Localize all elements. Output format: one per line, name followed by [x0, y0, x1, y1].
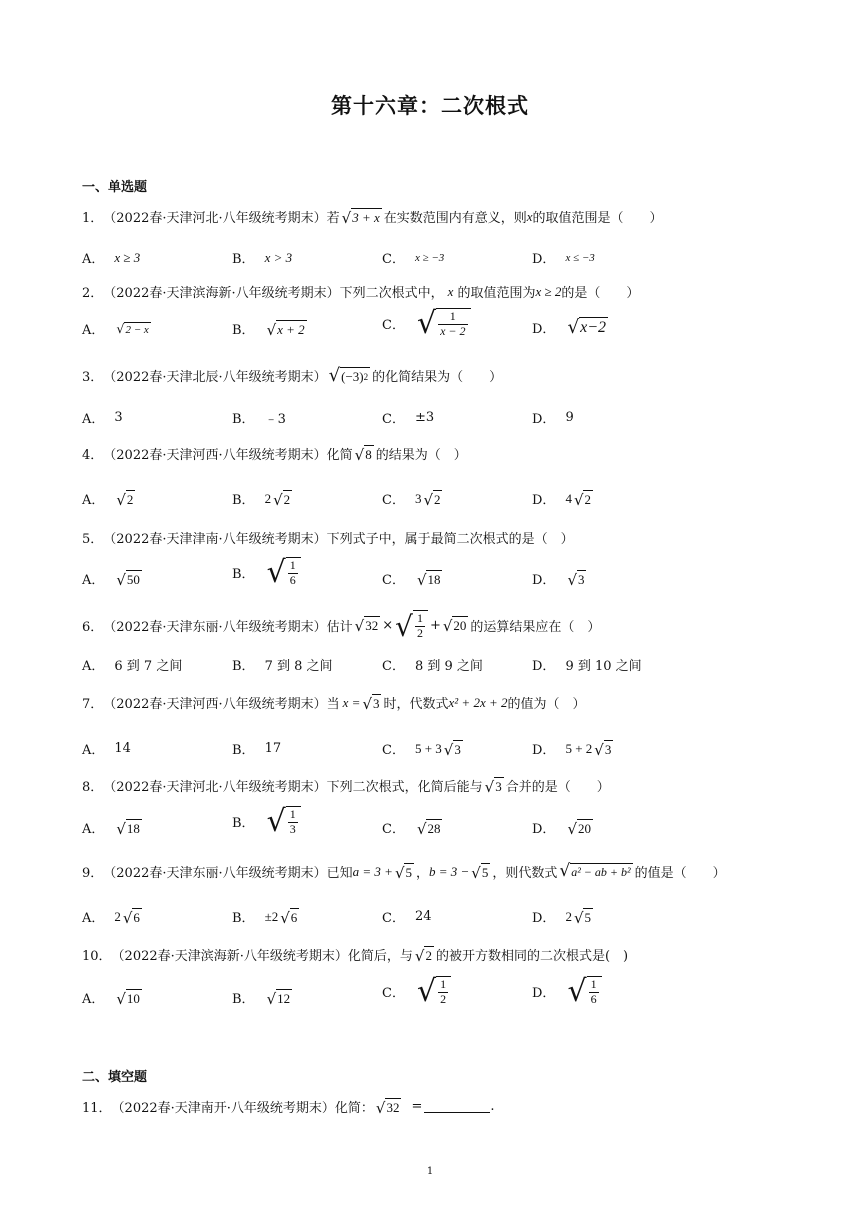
question-number: 5．: [82, 532, 104, 547]
separator: ，: [415, 866, 429, 881]
option-a[interactable]: A． √ 18: [82, 819, 140, 838]
option-a[interactable]: A． 6 到 7 之间: [82, 659, 183, 674]
variable: x: [447, 283, 454, 299]
option-a[interactable]: A． √ 2: [82, 490, 134, 509]
question-6: 6． （2022春·天津东丽·八年级统考期末） 估计 √ 32 × √ $\frac{1}{2}$ + √ 20 的运算结果应在（ ）: [82, 609, 601, 643]
option-b[interactable]: B． √ $\frac{1}{6}$: [232, 557, 303, 588]
option-c[interactable]: C． 5 + 3 √ 3: [382, 740, 461, 759]
equation: x =: [342, 694, 361, 710]
sqrt-expression: √ (−3) 2: [328, 364, 369, 386]
option-b[interactable]: B． ±2 √ 6: [232, 908, 298, 927]
equation-a: a = 3 +: [352, 863, 393, 879]
times-sign: ×: [382, 617, 394, 633]
option-d[interactable]: D． 2 √ 5: [532, 908, 591, 927]
option-c[interactable]: C． 3 √ 2: [382, 490, 441, 509]
question-number: 10．: [82, 949, 112, 964]
question-text: 当: [326, 697, 340, 712]
option-d[interactable]: D． √ $\frac{1}{6}$: [532, 976, 604, 1007]
question-1: [82, 207, 663, 226]
question-text: 的值为（ ）: [507, 697, 586, 712]
equals-sign: =: [411, 1099, 423, 1114]
question-text: 的运算结果应在（ ）: [470, 619, 601, 635]
variable: x: [526, 208, 533, 224]
question-text: 估计: [326, 619, 353, 635]
option-a[interactable]: A． 14: [82, 741, 131, 758]
option-a[interactable]: A． √ 10: [82, 989, 140, 1008]
question-5: [82, 528, 574, 547]
option-a[interactable]: A． 3: [82, 410, 123, 427]
option-c[interactable]: C． 8 到 9 之间: [382, 659, 483, 674]
plus-sign: +: [429, 617, 441, 633]
option-d[interactable]: D． √ 3: [532, 570, 585, 589]
option-d[interactable]: D． √ x−2: [532, 316, 607, 338]
option-c[interactable]: C． √ $\frac{1}{2}$: [382, 976, 453, 1007]
option-b[interactable]: B． 2 √ 2: [232, 490, 291, 509]
question-text: 的结果为（ ）: [375, 448, 467, 463]
question-2: [82, 282, 639, 301]
question-11: 11． （2022春·天津南开·八年级统考期末） 化简： √ 32 = .: [82, 1098, 495, 1117]
option-d[interactable]: D． 4 √ 2: [532, 490, 591, 509]
option-a[interactable]: A． √ 2 − x: [82, 320, 149, 338]
question-text: 下列式子中，属于最简二次根式的是（ ）: [326, 532, 574, 547]
question-text: 的化简结果为（ ）: [372, 370, 503, 385]
question-text: 的是（ ）: [561, 286, 640, 301]
section-heading-fill-blank: 二、填空题: [82, 1070, 148, 1085]
question-source: （2022春·天津河西·八年级统考期末）: [103, 448, 327, 463]
option-d[interactable]: D． 9: [532, 410, 574, 427]
question-text: 下列二次根式，化简后能与: [326, 780, 483, 795]
option-a[interactable]: A． 2 √ 6: [82, 908, 140, 927]
sqrt-expression: √ 8: [354, 445, 372, 464]
answer-blank[interactable]: [424, 1100, 490, 1113]
option-a[interactable]: A． √ 50: [82, 570, 140, 589]
sqrt-expression: √ 3 + x: [341, 208, 380, 227]
condition: x ≥ 2: [535, 283, 562, 299]
option-b[interactable]: B． √ $\frac{1}{3}$: [232, 806, 303, 837]
question-7: 7． （2022春·天津河西·八年级统考期末） 当 x = √ 3 时，代数式 x² + 2x + 2 的值为（ ）: [82, 694, 586, 713]
option-d[interactable]: D． x ≤ −3: [532, 251, 595, 267]
option-d[interactable]: D． 9 到 10 之间: [532, 659, 642, 674]
question-number: 3．: [82, 370, 104, 385]
question-text: 的取值范围是（ ）: [532, 211, 663, 226]
option-c[interactable]: C． √ $\frac{1}{x - 2}$: [382, 308, 473, 339]
question-source: （2022春·天津北辰·八年级统考期末）: [103, 370, 327, 385]
question-source: （2022春·天津河西·八年级统考期末）: [103, 697, 327, 712]
question-text: 在实数范围内有意义，则: [383, 211, 527, 226]
option-c[interactable]: C． √ 18: [382, 570, 441, 589]
option-b[interactable]: B． 7 到 8 之间: [232, 659, 333, 674]
question-number: 9．: [82, 866, 104, 881]
question-source: （2022春·天津津南·八年级统考期末）: [103, 532, 327, 547]
option-b[interactable]: B． √ 12: [232, 989, 291, 1008]
option-a[interactable]: A． x ≥ 3: [82, 249, 141, 267]
question-4: [82, 444, 467, 463]
period: .: [490, 1099, 495, 1114]
question-text: 合并的是（ ）: [505, 780, 610, 795]
page-number: 1: [426, 1166, 434, 1177]
question-text: 化简: [326, 448, 353, 463]
question-number: 1．: [82, 211, 104, 226]
question-number: 2．: [82, 286, 104, 301]
option-b[interactable]: B． √ x + 2: [232, 320, 305, 339]
question-text: 下列二次根式中，: [339, 286, 444, 301]
option-d[interactable]: D． √ 20: [532, 819, 591, 838]
question-text: 的值是（ ）: [634, 866, 726, 881]
option-c[interactable]: C． 24: [382, 909, 432, 926]
question-source: （2022春·天津东丽·八年级统考期末）: [103, 619, 327, 635]
question-number: 7．: [82, 697, 104, 712]
option-d[interactable]: D． 5 + 2 √ 3: [532, 740, 612, 759]
section-heading-single-choice: 一、单选题: [82, 180, 148, 195]
question-source: （2022春·天津滨海新·八年级统考期末）: [103, 286, 340, 301]
option-c[interactable]: C． √ 28: [382, 819, 441, 838]
question-text: 时，代数式: [383, 697, 449, 712]
question-number: 11．: [82, 1101, 112, 1116]
question-text: 若: [326, 211, 340, 226]
question-number: 6．: [82, 619, 104, 635]
question-8: 8． （2022春·天津河北·八年级统考期末） 下列二次根式，化简后能与 √ 3 合并的是（ ）: [82, 777, 610, 796]
question-text: 已知: [326, 866, 353, 881]
question-text: 的取值范围为: [457, 286, 536, 301]
question-number: 8．: [82, 780, 104, 795]
question-source: （2022春·天津河北·八年级统考期末）: [103, 780, 327, 795]
question-text: 化简后，与: [347, 949, 413, 964]
question-source: （2022春·天津河北·八年级统考期末）: [103, 211, 327, 226]
question-text: ，则代数式: [492, 866, 558, 881]
option-b[interactable]: B． x > 3: [232, 249, 293, 267]
page-title: 第十六章：二次根式: [331, 94, 529, 118]
option-c[interactable]: C． x ≥ −3: [382, 251, 445, 267]
question-source: （2022春·天津东丽·八年级统考期末）: [103, 866, 327, 881]
question-3: [82, 366, 502, 385]
question-10: 10． （2022春·天津滨海新·八年级统考期末） 化简后，与 √ 2 的被开方数相同的二次根式是( ): [82, 946, 629, 965]
expression: x² + 2x + 2: [448, 694, 508, 710]
question-text: 的被开方数相同的二次根式是( ): [435, 949, 629, 964]
question-source: （2022春·天津滨海新·八年级统考期末）: [111, 949, 348, 964]
question-text: 化简：: [334, 1101, 374, 1116]
question-source: （2022春·天津南开·八年级统考期末）: [111, 1101, 335, 1116]
option-c[interactable]: C． ±3: [382, 410, 435, 427]
option-b[interactable]: B． ﹣3: [232, 412, 286, 427]
question-number: 4．: [82, 448, 104, 463]
equation-b: b = 3 −: [429, 863, 470, 879]
question-9: 9． （2022春·天津东丽·八年级统考期末） 已知 a = 3 + √ 5 ， b = 3 − √ 5 ，则代数式 √ a² − ab + b² 的值是（ ）: [82, 861, 726, 882]
option-b[interactable]: B． 17: [232, 741, 282, 758]
